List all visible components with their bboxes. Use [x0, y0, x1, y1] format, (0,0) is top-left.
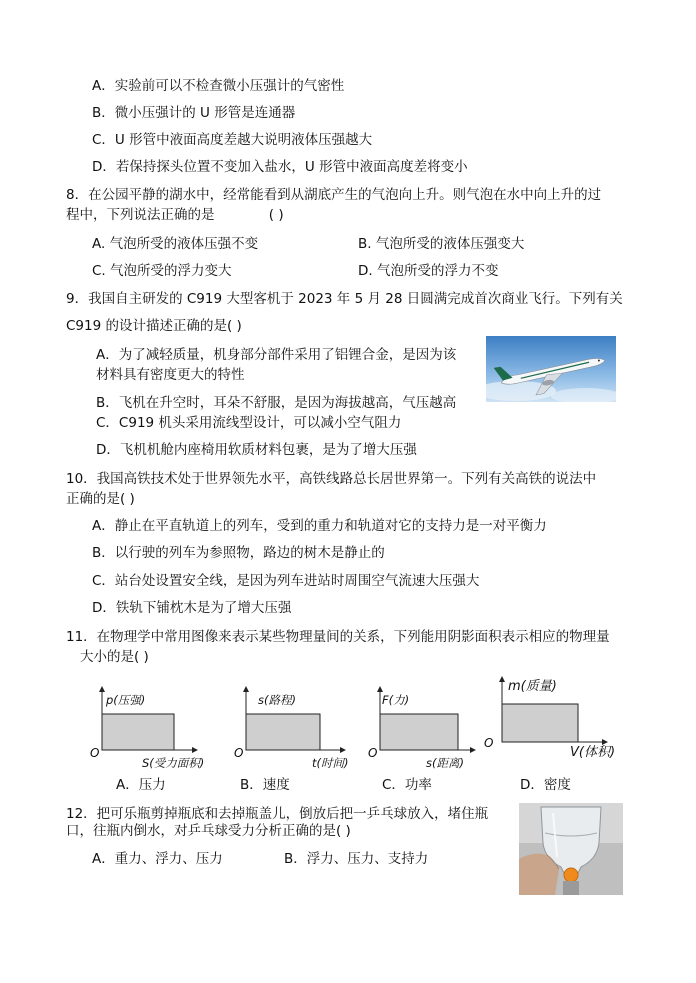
q7-option-a: A．实验前可以不检查微小压强计的气密性: [92, 78, 345, 94]
graph-d-xlabel: V(体积): [570, 745, 616, 760]
graph-a-xlabel: S(受力面积): [142, 756, 205, 770]
q8-stem-line2: [66, 206, 284, 224]
q9-stem-line1: 9．我国自主研发的 C919 大型客机于 2023 年 5 月 28 日圆满完成首次商业飞行。下列有关: [66, 291, 623, 307]
q10-option-a: A．静止在平直轨道上的列车，受到的重力和轨道对它的支持力是一对平衡力: [92, 518, 547, 534]
graph-b-origin: O: [234, 746, 244, 760]
graph-b: [234, 686, 349, 770]
q12-stem-line1: 12．把可乐瓶剪掉瓶底和去掉瓶盖儿，倒放后把一乒乓球放入，堵住瓶: [66, 806, 489, 822]
graph-d: [484, 676, 616, 760]
q9-stem-line2: C919 的设计描述正确的是( ): [66, 318, 242, 334]
q12-stem-line2: 口，往瓶内倒水，对乒乓球受力分析正确的是( ): [66, 823, 351, 839]
q11-stem-line1: 11．在物理学中常用图像来表示某些物理量间的关系，下列能用阴影面积表示相应的物理量: [66, 629, 610, 645]
q12-option-b: B．浮力、压力、支持力: [284, 851, 429, 867]
graph-a-ylabel: p(压强): [106, 693, 146, 707]
graph-a-origin: O: [90, 746, 100, 760]
q11-stem-line2: 大小的是( ): [80, 649, 149, 665]
q8-option-c: C. 气泡所受的浮力变大: [92, 263, 232, 279]
graph-c-xlabel: s(距离): [426, 756, 464, 770]
q10-option-c: C．站台处设置安全线，是因为列车进站时周围空气流速大压强大: [92, 573, 480, 589]
q9-option-c: C．C919 机头采用流线型设计，可以减小空气阻力: [96, 415, 402, 431]
q8-option-b: B. 气泡所受的液体压强变大: [358, 236, 525, 252]
q10-stem-line2: 正确的是( ): [66, 491, 135, 507]
q8-stem-text: 程中，下列说法正确的是: [66, 207, 215, 223]
q7-option-c: C．U 形管中液面高度差越大说明液体压强越大: [92, 132, 373, 148]
q11-option-a: A．压力: [116, 777, 166, 793]
bottle-pingpong-photo: [519, 803, 623, 895]
q9-option-a-line2: 材料具有密度更大的特性: [96, 367, 245, 383]
q11-option-b: B．速度: [240, 777, 290, 793]
q11-option-d: D．密度: [520, 777, 571, 793]
graph-a: [90, 686, 205, 770]
q9-option-d: D．飞机机舱内座椅用软质材料包裹，是为了增大压强: [96, 442, 417, 458]
graph-d-ylabel: m(质量): [508, 679, 557, 694]
q8-option-d: D. 气泡所受的浮力不变: [358, 263, 499, 279]
q7-option-b: B．微小压强计的 U 形管是连通器: [92, 105, 296, 121]
q7-option-d: D．若保持探头位置不变加入盐水，U 形管中液面高度差将变小: [92, 159, 468, 175]
q10-option-b: B．以行驶的列车为参照物，路边的树木是静止的: [92, 545, 385, 561]
q9-option-a-line1: A．为了减轻质量，机身部分部件采用了铝锂合金，是因为该: [96, 347, 457, 363]
q11-option-c: C．功率: [382, 777, 432, 793]
q8-answer-blank: ( ): [268, 207, 284, 223]
q10-stem-line1: 10．我国高铁技术处于世界领先水平，高铁线路总长居世界第一。下列有关高铁的说法中: [66, 471, 597, 487]
q9-option-b: B．飞机在升空时，耳朵不舒服，是因为海拔越高，气压越高: [96, 395, 457, 411]
q8-stem-line1: 8．在公园平静的湖水中，经常能看到从湖底产生的气泡向上升。则气泡在水中向上升的过: [66, 187, 602, 203]
graph-b-ylabel: s(路程): [258, 693, 296, 707]
q10-option-d: D．铁轨下铺枕木是为了增大压强: [92, 600, 292, 616]
graph-c: [368, 686, 480, 770]
graph-c-origin: O: [368, 746, 378, 760]
graph-b-xlabel: t(时间): [312, 756, 349, 770]
graph-c-ylabel: F(力): [382, 693, 410, 707]
q12-option-a: A．重力、浮力、压力: [92, 851, 223, 867]
graph-d-origin: O: [484, 736, 494, 750]
q8-option-a: A. 气泡所受的液体压强不变: [92, 236, 259, 252]
c919-airplane-photo: [486, 336, 616, 402]
